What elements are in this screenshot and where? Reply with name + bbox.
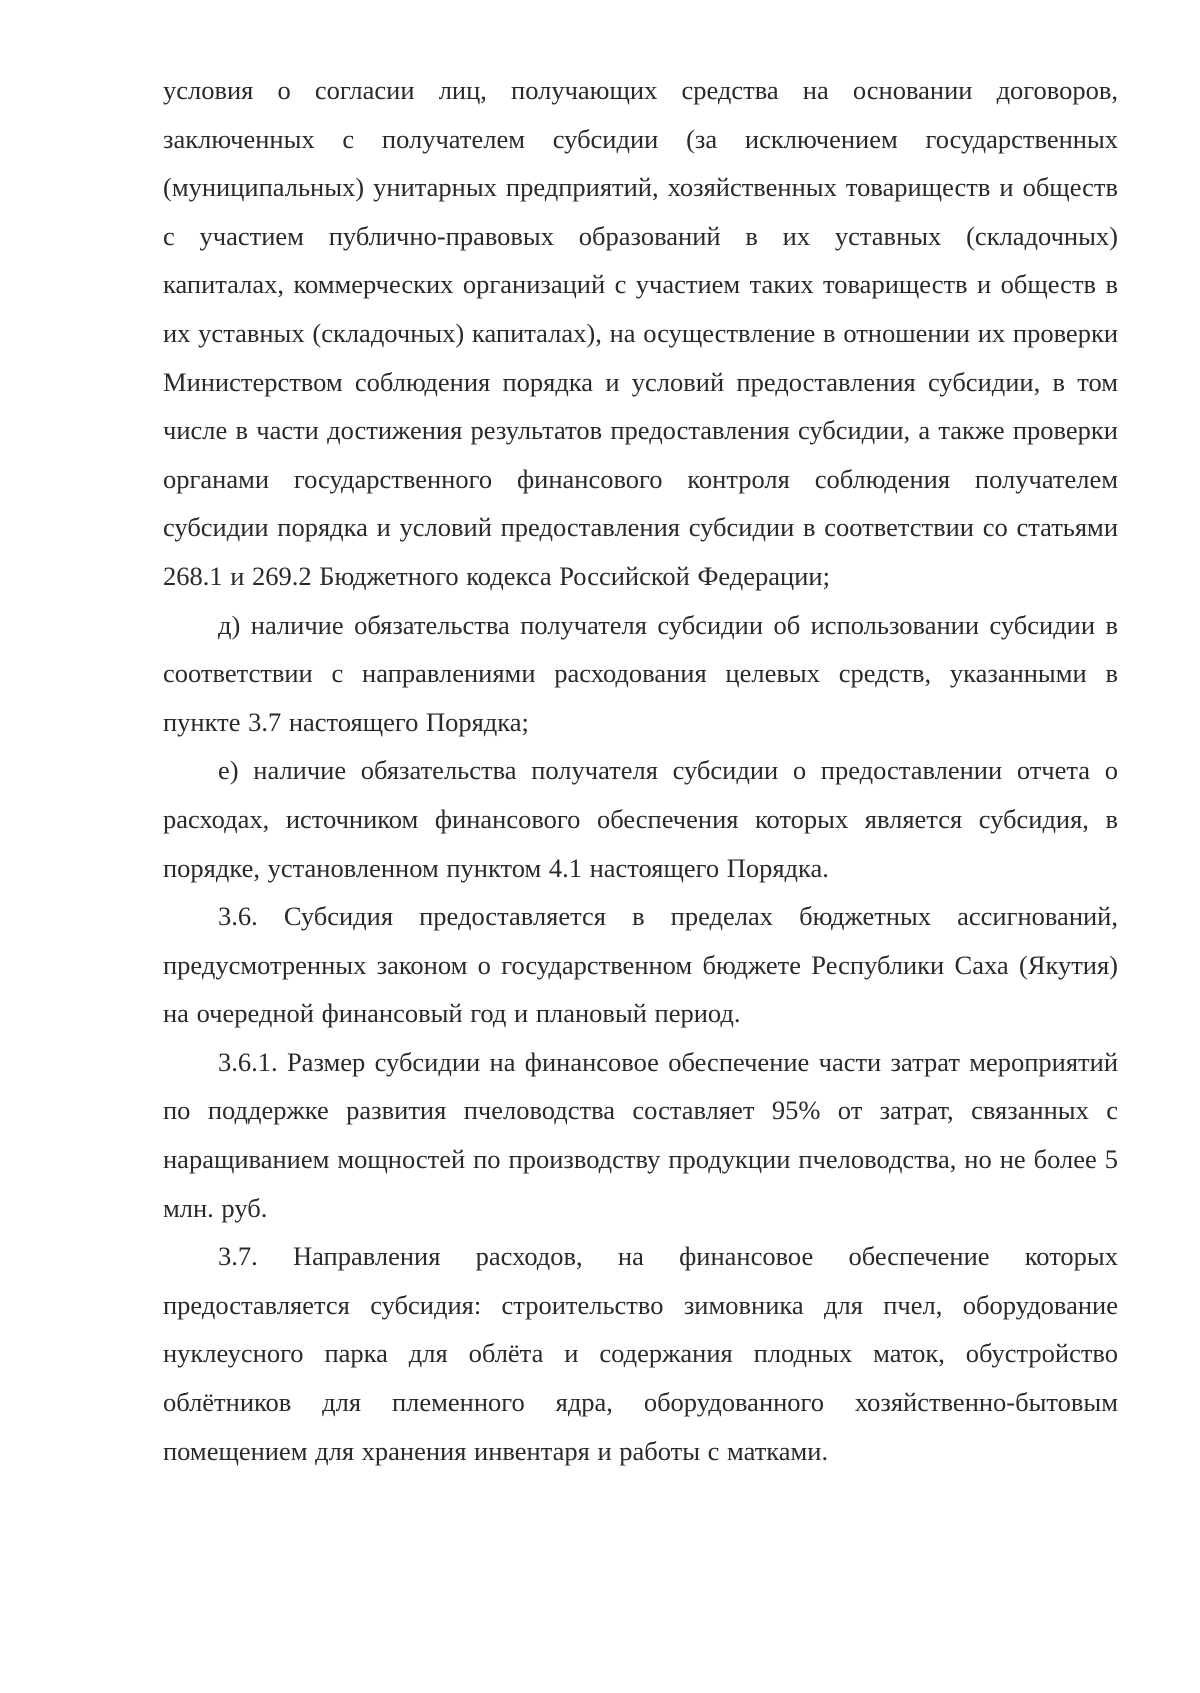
paragraph-item-e: е) наличие обязательства получателя субсидии о предоставлении отчета о расходах, источником финансового обеспечения которых является субсидия, в порядке, установленном пунктом 4.1 настоящего Порядка. [163, 755, 1118, 883]
paragraph-item-d: д) наличие обязательства получателя субсидии об использовании субсидии в соответствии с направлениями расходования целевых средств, указанными в пункте 3.7 настоящего Порядка; [163, 609, 1118, 737]
paragraph-consent-conditions: условия о согласии лиц, получающих средства на основании договоров, заключенных с получателем субсидии (за исключением государственных (муниципальных) унитарных предприятий, хозяйственных товариществ и обществ с участием публично-правовых образований в их уставных (складочных) капиталах, коммерческих организаций с участием таких товариществ и обществ в их уставных (складочных) капиталах), на осуществление в отношении их проверки Министерством соблюдения порядка и условий предоставления субсидии, в том числе в части достижения результатов предоставления субсидии, а также проверки органами государственного финансового контроля соблюдения получателем субсидии порядка и условий предоставления субсидии в соответствии со статьями 268.1 и 269.2 Бюджетного кодекса Российской Федерации; [163, 75, 1118, 591]
paragraph-3-6: 3.6. Субсидия предоставляется в пределах бюджетных ассигнований, предусмотренных законом о государственном бюджете Республики Саха (Якутия) на очередной финансовый год и плановый период. [163, 901, 1118, 1029]
paragraph-3-7: 3.7. Направления расходов, на финансовое обеспечение которых предоставляется субсидия: строительство зимовника для пчел, оборудование нуклеусного парка для облёта и содержания плодных маток, обустройство облётников для племенного ядра, оборудованного хозяйственно-бытовым помещением для хранения инвентаря и работы с матками. [163, 1241, 1118, 1466]
document-body [163, 66, 1118, 1475]
paragraph-3-6-1: 3.6.1. Размер субсидии на финансовое обеспечение части затрат мероприятий по поддержке развития пчеловодства составляет 95% от затрат, связанных с наращиванием мощностей по производству продукции пчеловодства, но не более 5 млн. руб. [163, 1046, 1118, 1223]
